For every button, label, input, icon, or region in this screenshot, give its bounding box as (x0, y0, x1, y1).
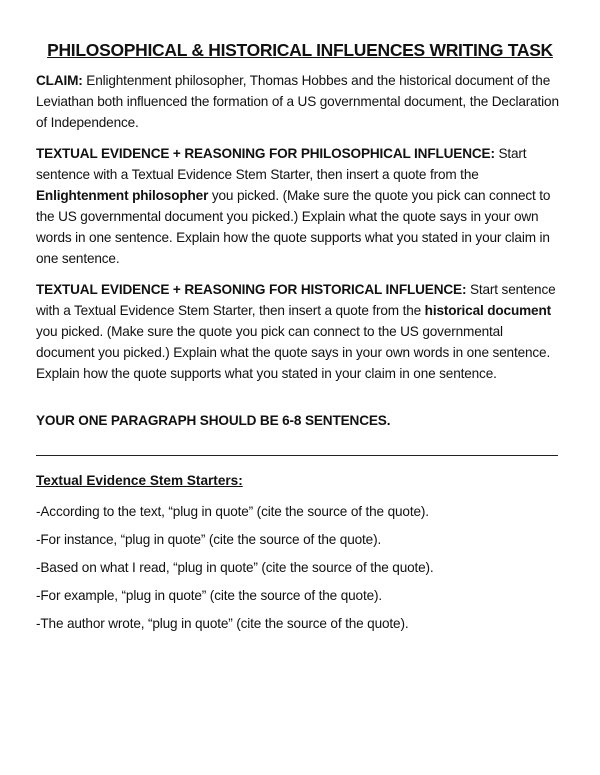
length-requirement (36, 410, 564, 431)
stem-starter-item: -The author wrote, “plug in quote” (cite the source of the quote). (36, 616, 409, 631)
historical-text-after: you picked. (Make sure the quote you pick can connect to the US governmental document you picked.) Explain what the quote says in your own words in one sentence. Explain how the quote supports what you stated in your claim in one sentence. (36, 324, 551, 381)
stem-starter-item: -According to the text, “plug in quote” (cite the source of the quote). (36, 504, 429, 519)
philosophical-text-after: you picked. (Make sure the quote you pick can connect to the US governmental document you picked.) Explain what the quote says in your own words in one sentence. Explain how the quote supports what you stated in your claim in one sentence. (36, 188, 551, 266)
stem-starter-item: -For instance, “plug in quote” (cite the source of the quote). (36, 532, 382, 547)
document-title: PHILOSOPHICAL & HISTORICAL INFLUENCES WRITING TASK (47, 40, 553, 60)
claim-label: CLAIM: (36, 73, 83, 88)
stem-starters-list (36, 501, 564, 634)
stem-starter-item: -Based on what I read, “plug in quote” (cite the source of the quote). (36, 560, 434, 575)
length-requirement-text: YOUR ONE PARAGRAPH SHOULD BE 6-8 SENTENCES. (36, 413, 391, 428)
historical-influence-label: TEXTUAL EVIDENCE + REASONING FOR HISTORICAL INFLUENCE: (36, 282, 467, 297)
claim-text: Enlightenment philosopher, Thomas Hobbes and the historical document of the Leviathan both influenced the formation of a US governmental document, the Declaration of Independence. (36, 73, 559, 130)
spacer (36, 394, 564, 410)
separator-line (36, 455, 558, 456)
stem-starters-heading: Textual Evidence Stem Starters: (36, 473, 243, 488)
philosophical-influence-paragraph (36, 143, 564, 269)
historical-influence-paragraph (36, 279, 564, 384)
philosophical-text-before: Start sentence with a Textual Evidence Stem Starter, then insert a quote from the (36, 146, 527, 182)
stem-starter-item: -For example, “plug in quote” (cite the source of the quote). (36, 588, 382, 603)
historical-bold-term: historical document (424, 303, 551, 318)
claim-paragraph (36, 70, 564, 133)
philosophical-bold-term: Enlightenment philosopher (36, 188, 209, 203)
document-page (36, 38, 564, 641)
historical-text-before: Start sentence with a Textual Evidence Stem Starter, then insert a quote from the (36, 282, 556, 318)
philosophical-influence-label: TEXTUAL EVIDENCE + REASONING FOR PHILOSOPHICAL INFLUENCE: (36, 146, 495, 161)
